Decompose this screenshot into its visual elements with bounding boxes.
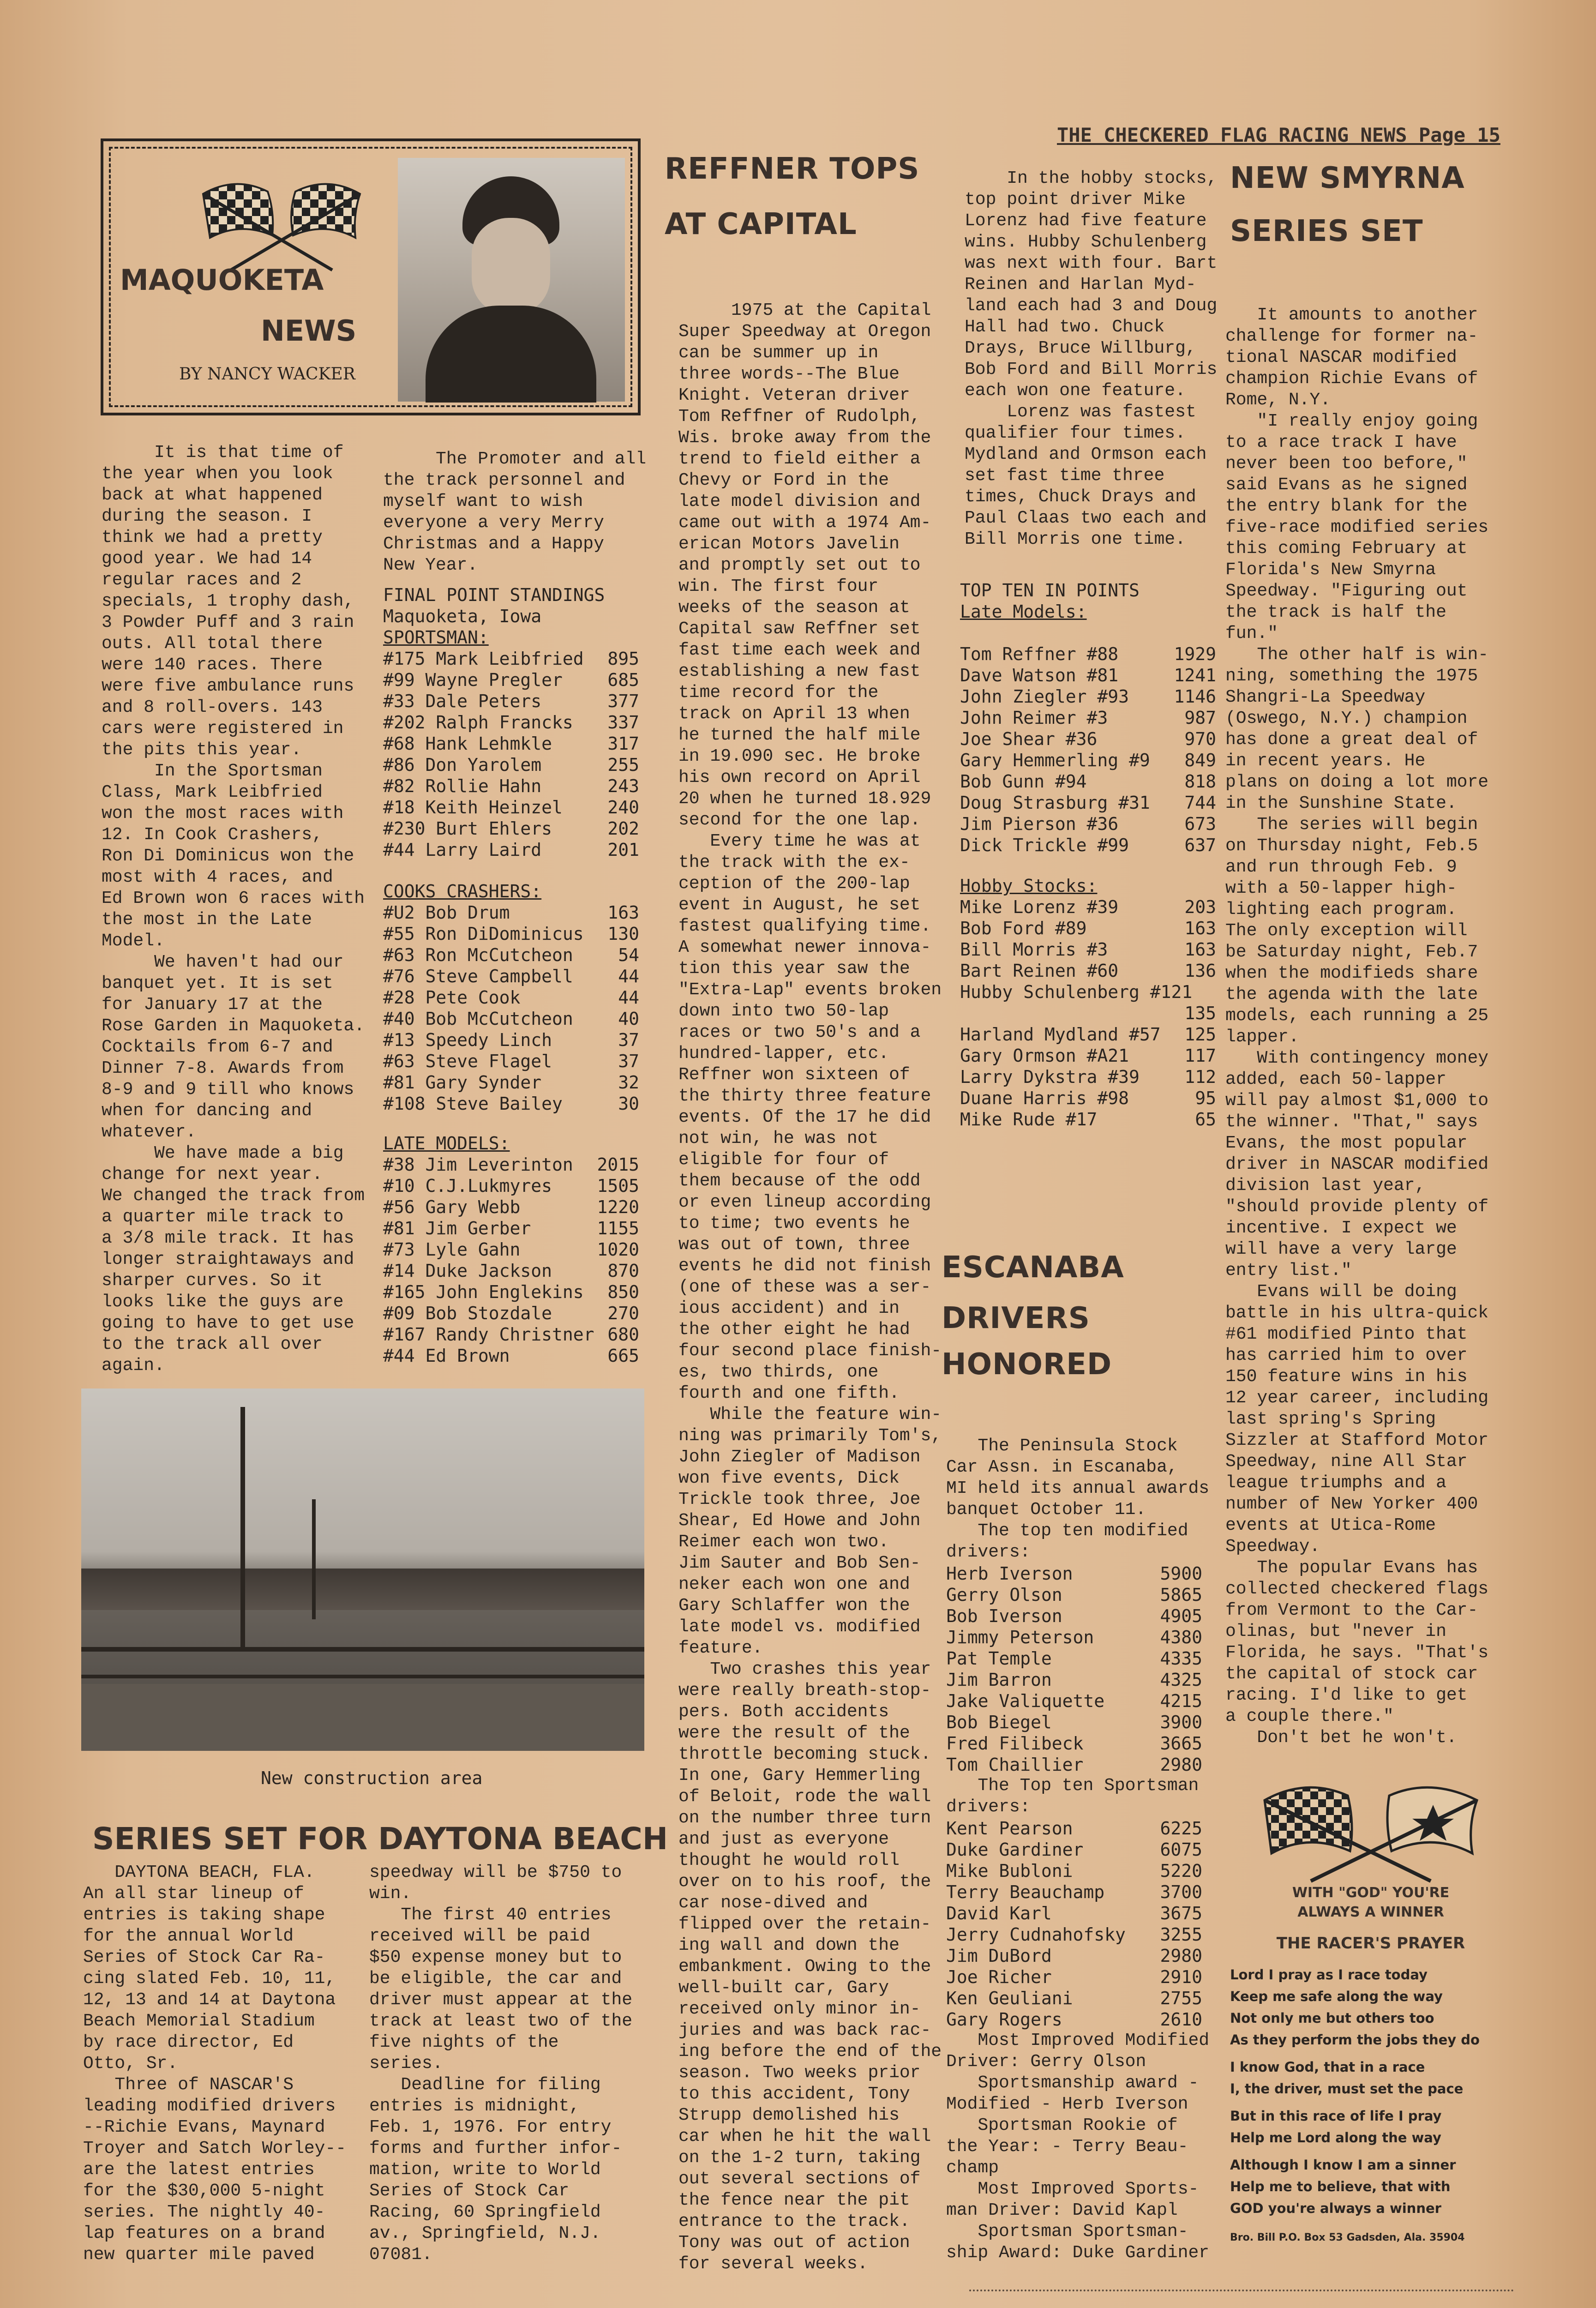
table-row: #38 Jim Leverinton 2015 [383,1154,639,1175]
photo-caption: New construction area [261,1768,483,1788]
table-row: Bob Iverson 4905 [946,1606,1202,1626]
late-models-points [960,643,1216,856]
prayer-line: Although I know I am a sinner [1230,2157,1456,2173]
table-row: #18 Keith Heinzel 240 [383,797,639,817]
table-row: Duke Gardiner 6075 [946,1839,1202,1860]
table-row: #175 Mark Leibfried 895 [383,649,639,669]
table-row: #82 Rollie Hahn 243 [383,776,639,796]
table-row: Bart Reinen #60 136 [960,961,1216,981]
table-row: #63 Ron McCutcheon 54 [383,945,639,965]
table-row: Mike Rude #17 65 [960,1109,1216,1130]
table-row: #73 Lyle Gahn 1020 [383,1239,639,1260]
table-row: Tom Reffner #88 1929 [960,644,1216,664]
table-row: Dick Trickle #99 637 [960,835,1216,855]
reffner-article: 1975 at the Capital Super Speedway at Oregon can be summer up in three words--The Blue Knight. Veteran driver Tom Reffner of Rudolph, Wis. broke away from the trend to field either a Chevy or Ford in the late model division and came out with a 1974 Am- erican Motors Javelin and promptly set out to win. The first four weeks of the season at Capital saw Reffner set fast time each week and establishing a new fast time record for the track on April 13 when he turned the half mile in 19.090 sec. He broke his own record on April 20 when he turned 18.929 second for the one lap. Every time he was at the track with the ex- ception of the 200-lap event in August, he set fastest qualifying time. A somewhat newer innova- tion this year saw the "Extra-Lap" events broken down into two 50-lap races or two 50's and a hundred-lapper, etc. Reffner won sixteen of the thirty three feature events. Of the 17 he did not win, he was not eligible for four of them because of the odd or even lineup according to time; two events he was out of town, three events he did not finish (one of these was a ser- ious accident) and in the other eight he had four second place finish- es, two thirds, one fourth and one fifth. While the feature win- ning was primarily Tom's, John Ziegler of Madison won five events, Dick Trickle took three, Joe Shear, Ed Howe and John Reimer each won two. Jim Sauter and Bob Sen- neker each won one and Gary Schlaffer won the late model vs. modified feature. Two crashes this year were really breath-stop- pers. Both accidents were the result of the throttle becoming stuck. In one, Gary Hemmerling of Beloit, rode the wall on the number three turn and just as everyone thought he would roll over on to his roof, the car nose-dived and flipped over the retain- ing wall and down the embankment. Owing to the well-built car, Gary received only minor in- juries and was back rac- ing before the end of the season. Two weeks prior to this accident, Tony Strupp demolished his car when he hit the wall on the 1-2 turn, taking out several sections of the fence near the pit entrance to the track. Tony was out of action for several weeks. [678,301,942,2274]
table-row: Jerry Cudnahofsky 3255 [946,1924,1202,1945]
smyrna-headline-1: NEW SMYRNA [1230,161,1465,195]
byline: BY NANCY WACKER [179,365,355,384]
late-models-standings [383,1154,639,1366]
table-row: #55 Ron DiDominicus 130 [383,924,639,944]
reffner-headline-1: REFFNER TOPS [665,152,920,186]
escanaba-headline-3: HONORED [942,1347,1112,1382]
table-row: Gary Hemmerling #9 849 [960,750,1216,770]
reffner-headline-2: AT CAPITAL [665,207,857,241]
table-row: #09 Bob Stozdale 270 [383,1303,639,1323]
hobby-stocks-points [960,896,1216,1130]
table-row: Kent Pearson 6225 [946,1818,1202,1839]
table-row: #99 Wayne Pregler 685 [383,670,639,690]
table-row: Bob Gunn #94 818 [960,771,1216,792]
table-row: #56 Gary Webb 1220 [383,1197,639,1217]
construction-photo [81,1388,644,1751]
table-row: 135 [1184,1003,1216,1023]
table-row: Jimmy Peterson 4380 [946,1627,1202,1647]
prayer-line: Not only me but others too [1230,2010,1434,2026]
table-row: Harland Mydland #57 125 [960,1024,1216,1045]
maquoketa-column-1: It is that time of the year when you look back at what happened during the season. I think we had a pretty good year. We had 14 regular races and 2 specials, 1 trophy dash, 3 Powder Puff and 3 rain outs. All total there were 140 races. There were five ambulance runs and 8 roll-overs. 143 cars were registered in the pits this year. In the Sportsman Class, Mark Leibfried won the most races with 12. In Cook Crashers, Ron Di Dominicus won the most with 4 races, and Ed Brown won 6 races with the most in the Late Model. We haven't had our banquet yet. It is set for January 17 at the Rose Garden in Maquoketa. Cocktails from 6-7 and Dinner 7-8. Awards from 8-9 and 9 till who knows when for dancing and whatever. We have made a big change for next year. We changed the track from a quarter mile track to a 3/8 mile track. It has longer straightaways and sharper curves. So it looks like the guys are going to have to get use to the track all over again. [102,443,365,1376]
table-row: Jim Pierson #36 673 [960,814,1216,834]
prayer-lines [1230,1964,1480,2219]
table-row: John Reimer #3 987 [960,708,1216,728]
late-models-points-label: Late Models: [960,601,1087,622]
table-row: Pat Temple 4335 [946,1648,1202,1669]
maquoketa-column-2-intro: The Promoter and all the track personnel and myself want to wish everyone a very Merry Christmas and a Happy New Year. [383,449,647,575]
table-row: #81 Jim Gerber 1155 [383,1218,639,1238]
table-row: Doug Strasburg #31 744 [960,793,1216,813]
table-row: #33 Dale Peters 377 [383,691,639,711]
table-row: Ken Geuliani 2755 [946,1988,1202,2008]
prayer-motto [1255,1883,1486,1922]
table-row: Tom Chaillier 2980 [946,1755,1202,1775]
table-row: #13 Speedy Linch 37 [383,1030,639,1050]
prayer-line: But in this race of life I pray [1230,2108,1442,2124]
prayer-line: Help me to believe, that with [1230,2179,1451,2194]
table-row: Joe Shear #36 970 [960,729,1216,749]
prayer-motto-line-1: WITH "GOD" YOU'RE [1292,1885,1450,1901]
table-row: Bob Ford #89 163 [960,918,1216,938]
table-row: #81 Gary Synder 32 [383,1072,639,1093]
table-row: #108 Steve Bailey 30 [383,1094,639,1114]
prayer-checkered-flags-icon [1255,1768,1486,1883]
table-row: #40 Bob McCutcheon 40 [383,1009,639,1029]
table-row: #68 Hank Lehmkle 317 [383,733,639,754]
table-row: #63 Steve Flagel 37 [383,1051,639,1071]
table-row: Fred Filibeck 3665 [946,1733,1202,1754]
table-row: #10 C.J.Lukmyres 1505 [383,1176,639,1196]
table-row: Duane Harris #98 95 [960,1088,1216,1108]
table-row: Bill Morris #3 163 [960,939,1216,960]
author-portrait [398,158,625,402]
prayer-line: I know God, that in a race [1230,2059,1425,2075]
table-row: #28 Pete Cook 44 [383,987,639,1008]
table-row: #86 Don Yarolem 255 [383,755,639,775]
table-row: Jim Barron 4325 [946,1670,1202,1690]
prayer-line: GOD you're always a winner [1230,2200,1441,2216]
smyrna-article: It amounts to another challenge for former na- tional NASCAR modified champion Richie Evans of Rome, N.Y. "I really enjoy going to a race track I have never been too before," said Evans as he signed the entry blank for the five-race modified series this coming February at Florida's New Smyrna Speedway. "Figuring out the track is half the fun." The other half is win- ning, something the 1975 Shangri-La Speedway (Oswego, N.Y.) champion has done a great deal of in recent years. He plans on doing a lot more in the Sunshine State. The series will begin on Thursday night, Feb.5 and run through Feb. 9 with a 50-lapper high- lighting each program. The only exception will be Saturday night, Feb.7 when the modifieds share the agenda with the late models, each running a 25 lapper. With contingency money added, each 50-lapper will pay almost $1,000 to the winner. "That," says Evans, the most popular driver in NASCAR modified division last year, "should provide plenty of incentive. I expect we will have a very large entry list." Evans will be doing battle in his ultra-quick #61 modified Pinto that has carried him to over 150 feature wins in his 12 year career, including last spring's Spring Sizzler at Stafford Motor Speedway, nine All Star league triumphs and a number of New Yorker 400 events at Utica-Rome Speedway. The popular Evans has collected checkered flags from Vermont to the Car- olinas, but "never in Florida, he says. "That's the capital of stock car racing. I'd like to get a couple there." Don't bet he won't. [1225,305,1489,1748]
table-row: #76 Steve Campbell 44 [383,966,639,986]
sportsman-standings [383,648,639,860]
prayer-line: I, the driver, must set the pace [1230,2081,1464,2097]
maquoketa-title-news: NEWS [261,314,357,348]
table-row: Mike Lorenz #39 203 [960,897,1216,917]
prayer-title: THE RACER'S PRAYER [1276,1934,1465,1953]
table-row: Dave Watson #81 1241 [960,665,1216,685]
escanaba-headline-1: ESCANABA [942,1250,1124,1285]
prayer-line: As they perform the jobs they do [1230,2032,1480,2048]
prayer-address: Bro. Bill P.O. Box 53 Gadsden, Ala. 35904 [1230,2232,1465,2243]
table-row: #44 Larry Laird 201 [383,840,639,860]
escanaba-intro: The Peninsula Stock Car Assn. in Escanaba, MI held its annual awards banquet October 11. The top ten modified drivers: [946,1436,1210,1562]
standings-place: Maquoketa, Iowa [383,606,542,626]
escanaba-headline-2: DRIVERS [942,1301,1090,1335]
table-row: Mike Bubloni 5220 [946,1861,1202,1881]
table-row: Joe Richer 2910 [946,1967,1202,1987]
escanaba-sportsman-intro: The Top ten Sportsman drivers: [946,1776,1199,1817]
prayer-line: Lord I pray as I race today [1230,1967,1428,1983]
table-row: John Ziegler #93 1146 [960,686,1216,707]
table-row: #202 Ralph Francks 337 [383,712,639,733]
escanaba-awards: Most Improved Modified Driver: Gerry Olson Sportsmanship award - Modified - Herb Iverson Sportsman Rookie of the Year: - Terry Beau- champ Most Improved Sports- man Driver: David Kapl Sportsman Sportsman- ship Award: Duke Gardiner [946,2031,1210,2263]
sportsman-label: SPORTSMAN: [383,627,489,648]
table-row: Terry Beauchamp 3700 [946,1882,1202,1902]
masthead: THE CHECKERED FLAG RACING NEWS Page 15 [1057,124,1500,146]
prayer-motto-line-2: ALWAYS A WINNER [1297,1904,1444,1920]
hobby-article: In the hobby stocks, top point driver Mike Lorenz had five feature wins. Hubby Schulenberg was next with four. Bart Reinen and Harlan Myd- land each had 3 and Doug Hall had two. Chuck Drays, Bruce Willburg, Bob Ford and Bill Morris each won one feature. Lorenz was fastest qualifier four times. Mydland and Ormson each set fast time three times, Chuck Drays and Paul Claas two each and Bill Morris one time. [965,168,1218,549]
table-row: #U2 Bob Drum 163 [383,902,639,923]
escanaba-sportsman-list [946,1818,1202,2030]
table-row: #165 John Englekins 850 [383,1282,639,1302]
page-bottom-edge [969,2290,1514,2296]
smyrna-headline-2: SERIES SET [1230,214,1423,248]
cooks-crashers-standings [383,902,639,1114]
daytona-column-1: DAYTONA BEACH, FLA. An all star lineup of entries is taking shape for the annual World Series of Stock Car Ra- cing slated Feb. 10, 11, 12, 13 and 14 at Daytona Beach Memorial Stadium by race director, Ed Otto, Sr. Three of NASCAR'S leading modified drivers --Richie Evans, Maynard Troyer and Satch Worley-- are the latest entries for the $30,000 5-night series. The nightly 40- lap features on a brand new quarter mile paved [83,1863,347,2265]
table-row: David Karl 3675 [946,1903,1202,1923]
maquoketa-title: MAQUOKETA [120,263,324,297]
table-row: #44 Ed Brown 665 [383,1346,639,1366]
final-point-standings-title: FINAL POINT STANDINGS [383,585,605,605]
table-row: Bob Biegel 3900 [946,1712,1202,1732]
prayer-line: Keep me safe along the way [1230,1989,1443,2004]
table-row: #167 Randy Christner 680 [383,1324,639,1345]
table-row: Hubby Schulenberg #121 [960,982,1193,1002]
top-ten-title: TOP TEN IN POINTS [960,580,1140,601]
escanaba-modified-list [946,1563,1202,1775]
table-row: Jim DuBord 2980 [946,1946,1202,1966]
prayer-line: Help me Lord along the way [1230,2130,1441,2146]
table-row: Gary Rogers 2610 [946,2009,1202,2030]
table-row: Gary Ormson #A21 117 [960,1046,1216,1066]
table-row: Herb Iverson 5900 [946,1563,1202,1584]
table-row: #230 Burt Ehlers 202 [383,818,639,839]
table-row: Larry Dykstra #39 112 [960,1067,1216,1087]
table-row: Gerry Olson 5865 [946,1585,1202,1605]
cooks-crashers-label: COOKS CRASHERS: [383,881,542,902]
daytona-column-2: speedway will be $750 to win. The first 40 entries received will be paid $50 expense money but to be eligible, the car and driver must appear at the track at least two of the five nights of the series. Deadline for filing entries is midnight, Feb. 1, 1976. For entry forms and further infor- mation, write to World Series of Stock Car Racing, 60 Springfield av., Springfield, N.J. 07081. [369,1863,633,2265]
table-row: Jake Valiquette 4215 [946,1691,1202,1711]
late-models-label: LATE MODELS: [383,1133,510,1154]
hobby-stocks-label: Hobby Stocks: [960,876,1098,896]
table-row: #14 Duke Jackson 870 [383,1261,639,1281]
daytona-headline: SERIES SET FOR DAYTONA BEACH [92,1821,668,1857]
checkered-flags-icon [194,166,369,272]
